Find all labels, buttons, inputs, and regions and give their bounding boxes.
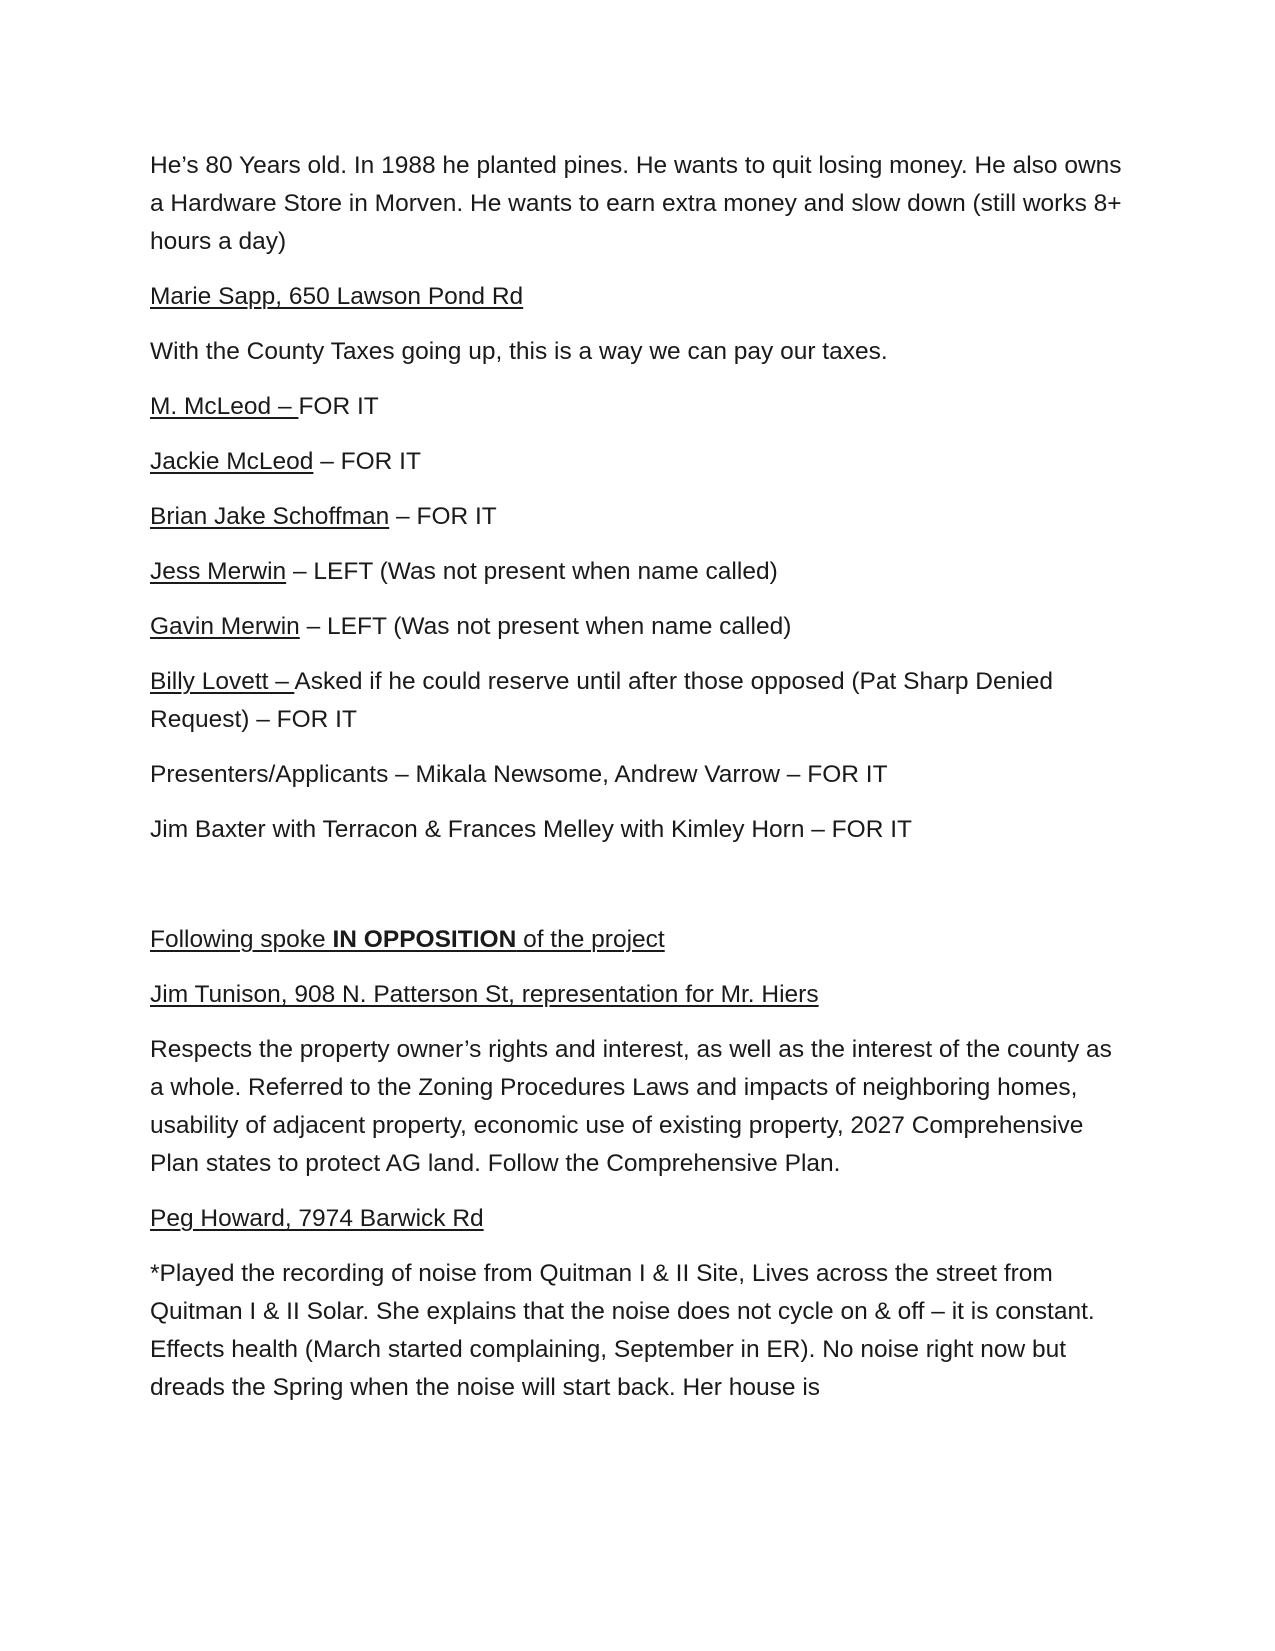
section-spacer bbox=[150, 866, 1125, 921]
speaker-position: – LEFT (Was not present when name called) bbox=[299, 613, 792, 640]
opposition-bold: IN OPPOSITION bbox=[332, 926, 517, 953]
speaker-line-jess-merwin bbox=[150, 553, 1125, 591]
speaker-heading-marie-sapp bbox=[150, 278, 1125, 316]
speaker-name: Gavin Merwin bbox=[150, 613, 300, 640]
speaker-position: – LEFT (Was not present when name called) bbox=[286, 558, 778, 585]
paragraph-peg-howard: *Played the recording of noise from Quitman I & II Site, Lives across the street from Quitman I & II Solar. She explains that the noise does not cycle on & off – it is constant. Effects health (March started complaining, September in ER). No noise right now but dreads the Spring when the noise will start back. Her house is bbox=[150, 1260, 1095, 1401]
speaker-name: Brian Jake Schoffman bbox=[150, 503, 390, 530]
opposition-prefix: Following spoke bbox=[150, 926, 333, 953]
speaker-line-presenters: Presenters/Applicants – Mikala Newsome, Andrew Varrow – FOR IT bbox=[150, 761, 888, 788]
speaker-name: Jim Tunison, 908 N. Patterson St, representation for Mr. Hiers bbox=[150, 981, 819, 1008]
speaker-position: Asked if he could reserve until after those opposed (Pat Sharp Denied Request) – FOR IT bbox=[150, 668, 1053, 733]
speaker-line-brian-schoffman bbox=[150, 498, 1125, 536]
speaker-heading-peg-howard bbox=[150, 1200, 1125, 1238]
speaker-heading-jim-tunison bbox=[150, 976, 1125, 1014]
paragraph-hardware-store: He’s 80 Years old. In 1988 he planted pines. He wants to quit losing money. He also owns a Hardware Store in Morven. He wants to earn extra money and slow down (still works 8+ hours a day) bbox=[150, 152, 1122, 255]
speaker-name: Billy Lovett – bbox=[150, 668, 295, 695]
speaker-name: Marie Sapp, 650 Lawson Pond Rd bbox=[150, 283, 524, 310]
speaker-position: – FOR IT bbox=[389, 503, 497, 530]
speaker-position: FOR IT bbox=[298, 393, 379, 420]
opposition-heading-text bbox=[150, 926, 665, 953]
speaker-line-jackie-mcleod bbox=[150, 443, 1125, 481]
speaker-line-billy-lovett bbox=[150, 663, 1125, 739]
speaker-name: Jackie McLeod bbox=[150, 448, 314, 475]
speaker-line-m-mcleod bbox=[150, 388, 1125, 426]
speaker-position: – FOR IT bbox=[313, 448, 421, 475]
paragraph-county-taxes: With the County Taxes going up, this is a way we can pay our taxes. bbox=[150, 338, 888, 365]
opposition-suffix: of the project bbox=[516, 926, 665, 953]
speaker-name: M. McLeod – bbox=[150, 393, 299, 420]
speaker-name: Jess Merwin bbox=[150, 558, 287, 585]
speaker-line-jim-baxter: Jim Baxter with Terracon & Frances Melley with Kimley Horn – FOR IT bbox=[150, 816, 912, 843]
speaker-line-gavin-merwin bbox=[150, 608, 1125, 646]
paragraph-jim-tunison: Respects the property owner’s rights and interest, as well as the interest of the county as a whole. Referred to the Zoning Procedures Laws and impacts of neighboring homes, usability of adjacent property, economic use of existing property, 2027 Comprehensive Plan states to protect AG land. Follow the Comprehensive Plan. bbox=[150, 1036, 1112, 1177]
opposition-heading bbox=[150, 921, 1125, 959]
speaker-name: Peg Howard, 7974 Barwick Rd bbox=[150, 1205, 484, 1232]
